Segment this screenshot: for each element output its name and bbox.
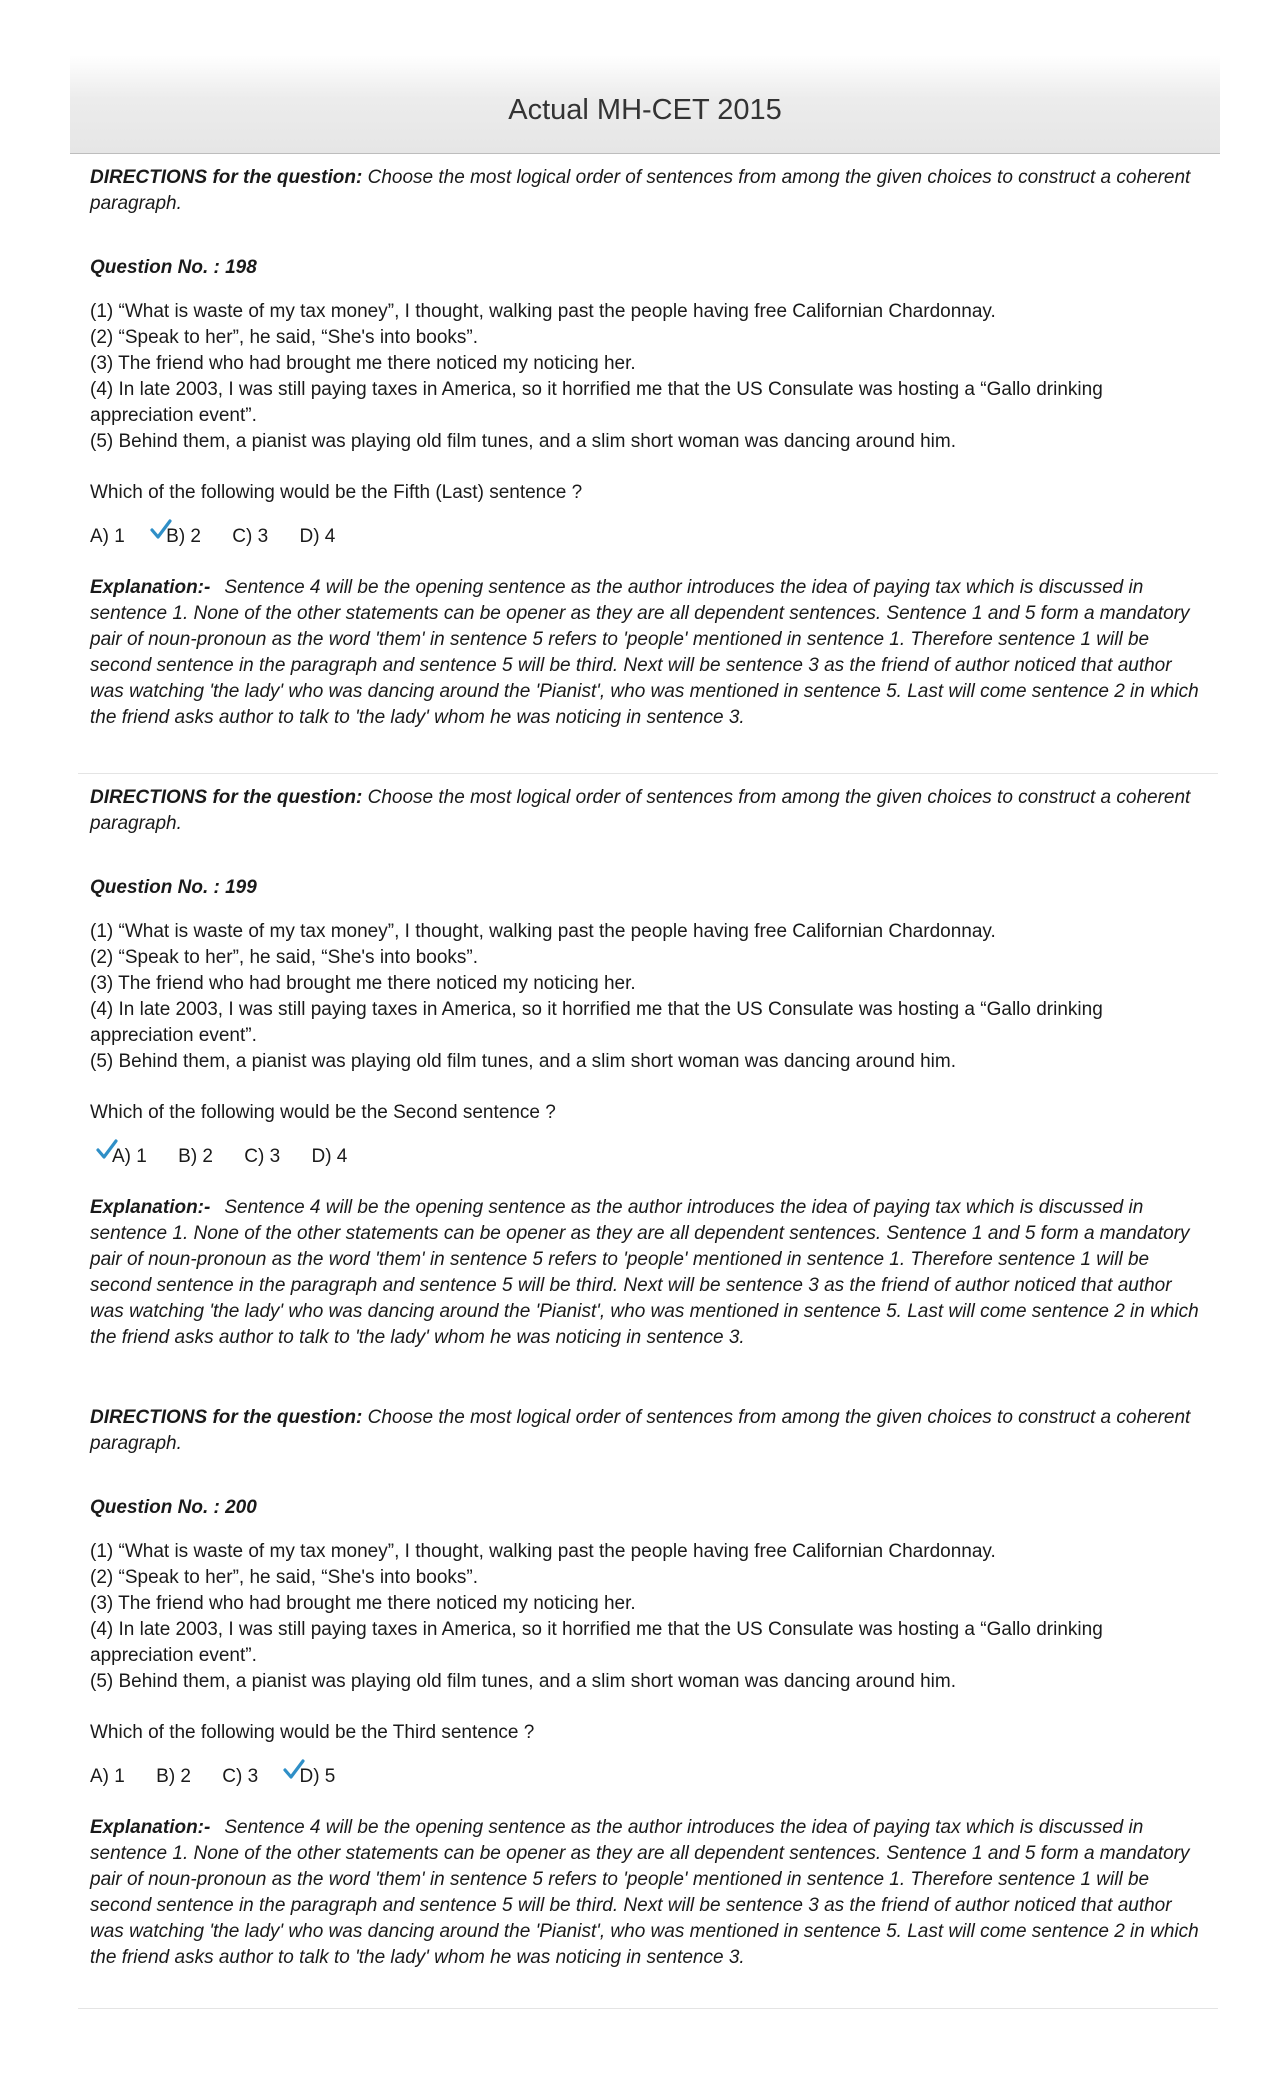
explanation-text: Sentence 4 will be the opening sentence as the author introduces the idea of paying tax which is discussed in sentence 1. None of the other statements can be opener as they are all dependent sentences. Sentence 1 and 5 form a mandatory pair of noun-pronoun as the word 'them' in sentence 5 refers to 'people' mentioned in sentence 1. Therefore sentence 1 will be second sentence in the paragraph and sentence 5 will be third. Next will be sentence 3 as the friend of author noticed that author was watching 'the lady' who was dancing around the 'Pianist', who was mentioned in sentence 5. Last will come sentence 2 in which the friend asks author to talk to 'the lady' whom he was noticing in sentence 3. bbox=[90, 1817, 1199, 1968]
question-prompt: Which of the following would be the Fifth (Last) sentence ? bbox=[90, 482, 583, 503]
question-prompt: Which of the following would be the Second sentence ? bbox=[90, 1102, 556, 1123]
directions bbox=[90, 1405, 1200, 1457]
directions-text: Choose the most logical order of sentences from among the given choices to construct a coherent paragraph. bbox=[90, 787, 1191, 834]
option-d: D) 4 bbox=[299, 526, 336, 547]
section-divider bbox=[78, 2008, 1218, 2009]
sentence-item: (3) The friend who had brought me there noticed my noticing her. bbox=[90, 1593, 636, 1614]
sentence-item: (5) Behind them, a pianist was playing old film tunes, and a slim short woman was dancing around him. bbox=[90, 1671, 956, 1692]
answer-options bbox=[90, 1764, 1200, 1790]
explanation bbox=[90, 575, 1200, 731]
option-b: B) 2 bbox=[156, 1766, 191, 1787]
checkmark-icon bbox=[150, 518, 172, 540]
option-b-correct bbox=[166, 524, 201, 550]
sentence-item: (2) “Speak to her”, he said, “She's into books”. bbox=[90, 947, 479, 968]
sentence-item: (1) “What is waste of my tax money”, I thought, walking past the people having free Californian Chardonnay. bbox=[90, 301, 996, 322]
directions-text: Choose the most logical order of sentences from among the given choices to construct a coherent paragraph. bbox=[90, 167, 1191, 214]
sentence-item: (1) “What is waste of my tax money”, I thought, walking past the people having free Californian Chardonnay. bbox=[90, 921, 996, 942]
question-prompt: Which of the following would be the Third sentence ? bbox=[90, 1722, 535, 1743]
option-label: B) 2 bbox=[166, 526, 201, 547]
directions-text: Choose the most logical order of sentences from among the given choices to construct a coherent paragraph. bbox=[90, 1407, 1191, 1454]
directions-label: DIRECTIONS for the question: bbox=[90, 167, 363, 188]
option-a-correct bbox=[112, 1144, 147, 1170]
option-b: B) 2 bbox=[178, 1146, 213, 1167]
directions bbox=[90, 785, 1200, 837]
sentence-item: (1) “What is waste of my tax money”, I thought, walking past the people having free Californian Chardonnay. bbox=[90, 1541, 996, 1562]
sentence-list bbox=[90, 299, 1200, 455]
answer-options bbox=[90, 524, 1200, 550]
checkmark-icon bbox=[283, 1758, 305, 1780]
sentence-item: (2) “Speak to her”, he said, “She's into books”. bbox=[90, 1567, 479, 1588]
directions bbox=[90, 165, 1200, 217]
sentence-item: (3) The friend who had brought me there noticed my noticing her. bbox=[90, 353, 636, 374]
question-block-198 bbox=[90, 165, 1200, 731]
page-title: Actual MH-CET 2015 bbox=[508, 94, 782, 126]
option-c: C) 3 bbox=[222, 1766, 259, 1787]
explanation-label: Explanation:- bbox=[90, 1817, 211, 1838]
directions-label: DIRECTIONS for the question: bbox=[90, 1407, 363, 1428]
sentence-list bbox=[90, 919, 1200, 1075]
page-header bbox=[70, 55, 1220, 154]
option-d-correct bbox=[299, 1764, 335, 1790]
section-divider bbox=[78, 773, 1218, 774]
explanation-label: Explanation:- bbox=[90, 577, 211, 598]
sentence-item: (4) In late 2003, I was still paying taxes in America, so it horrified me that the US Consulate was hosting a “Gallo drinking appreciation event”. bbox=[90, 999, 1103, 1046]
explanation-label: Explanation:- bbox=[90, 1197, 211, 1218]
sentence-item: (2) “Speak to her”, he said, “She's into books”. bbox=[90, 327, 479, 348]
question-block-199 bbox=[90, 785, 1200, 1351]
explanation bbox=[90, 1815, 1200, 1971]
option-c: C) 3 bbox=[244, 1146, 281, 1167]
sentence-item: (4) In late 2003, I was still paying taxes in America, so it horrified me that the US Consulate was hosting a “Gallo drinking appreciation event”. bbox=[90, 379, 1103, 426]
sentence-item: (3) The friend who had brought me there noticed my noticing her. bbox=[90, 973, 636, 994]
option-c: C) 3 bbox=[232, 526, 269, 547]
explanation-text: Sentence 4 will be the opening sentence as the author introduces the idea of paying tax which is discussed in sentence 1. None of the other statements can be opener as they are all dependent sentences. Sentence 1 and 5 form a mandatory pair of noun-pronoun as the word 'them' in sentence 5 refers to 'people' mentioned in sentence 1. Therefore sentence 1 will be second sentence in the paragraph and sentence 5 will be third. Next will be sentence 3 as the friend of author noticed that author was watching 'the lady' who was dancing around the 'Pianist', who was mentioned in sentence 5. Last will come sentence 2 in which the friend asks author to talk to 'the lady' whom he was noticing in sentence 3. bbox=[90, 577, 1199, 728]
question-block-200 bbox=[90, 1405, 1200, 1971]
sentence-list bbox=[90, 1539, 1200, 1695]
explanation bbox=[90, 1195, 1200, 1351]
explanation-text: Sentence 4 will be the opening sentence as the author introduces the idea of paying tax which is discussed in sentence 1. None of the other statements can be opener as they are all dependent sentences. Sentence 1 and 5 form a mandatory pair of noun-pronoun as the word 'them' in sentence 5 refers to 'people' mentioned in sentence 1. Therefore sentence 1 will be second sentence in the paragraph and sentence 5 will be third. Next will be sentence 3 as the friend of author noticed that author was watching 'the lady' who was dancing around the 'Pianist', who was mentioned in sentence 5. Last will come sentence 2 in which the friend asks author to talk to 'the lady' whom he was noticing in sentence 3. bbox=[90, 1197, 1199, 1348]
option-a: A) 1 bbox=[90, 526, 125, 547]
answer-options bbox=[90, 1144, 1200, 1170]
question-number: Question No. : 200 bbox=[90, 1497, 257, 1518]
checkmark-icon bbox=[96, 1138, 118, 1160]
question-number: Question No. : 199 bbox=[90, 877, 257, 898]
option-a: A) 1 bbox=[90, 1766, 125, 1787]
option-d: D) 4 bbox=[311, 1146, 348, 1167]
question-number: Question No. : 198 bbox=[90, 257, 257, 278]
sentence-item: (5) Behind them, a pianist was playing old film tunes, and a slim short woman was dancing around him. bbox=[90, 1051, 956, 1072]
option-label: D) 5 bbox=[299, 1766, 336, 1787]
option-label: A) 1 bbox=[112, 1146, 147, 1167]
sentence-item: (5) Behind them, a pianist was playing old film tunes, and a slim short woman was dancing around him. bbox=[90, 431, 956, 452]
directions-label: DIRECTIONS for the question: bbox=[90, 787, 363, 808]
sentence-item: (4) In late 2003, I was still paying taxes in America, so it horrified me that the US Consulate was hosting a “Gallo drinking appreciation event”. bbox=[90, 1619, 1103, 1666]
